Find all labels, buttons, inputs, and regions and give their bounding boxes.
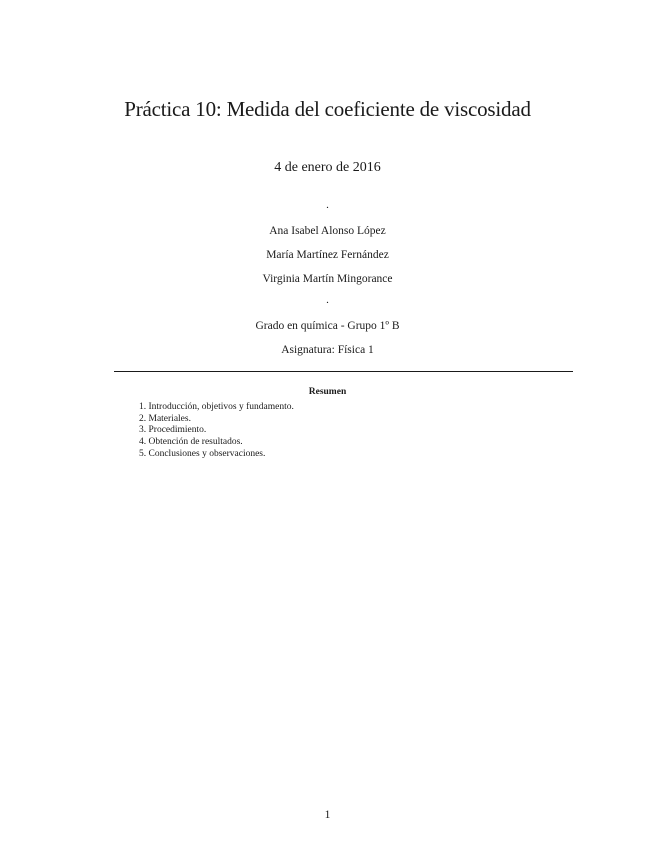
document-title: Práctica 10: Medida del coeficiente de viscosidad <box>124 97 531 121</box>
abstract-item: 3. Procedimiento. <box>139 425 207 436</box>
author-name: Virginia Martín Mingorance <box>262 273 393 285</box>
degree-line: Grado en química - Grupo 1º B <box>255 320 400 332</box>
abstract-heading: Resumen <box>308 387 347 397</box>
abstract-item: 2. Materiales. <box>139 413 191 424</box>
abstract-list <box>139 402 294 461</box>
author-name: Ana Isabel Alonso López <box>269 225 386 237</box>
abstract-item: 4. Obtención de resultados. <box>139 437 243 448</box>
separator-dot: . <box>326 199 329 211</box>
document-date: 4 de enero de 2016 <box>274 160 381 175</box>
subject-line: Asignatura: Física 1 <box>281 344 374 356</box>
author-name: María Martínez Fernández <box>266 249 389 261</box>
horizontal-rule <box>114 371 573 372</box>
abstract-item: 1. Introducción, objetivos y fundamento. <box>139 402 294 412</box>
abstract-item: 5. Conclusiones y observaciones. <box>139 448 266 459</box>
separator-dot: . <box>326 294 329 306</box>
page-number: 1 <box>324 809 331 821</box>
